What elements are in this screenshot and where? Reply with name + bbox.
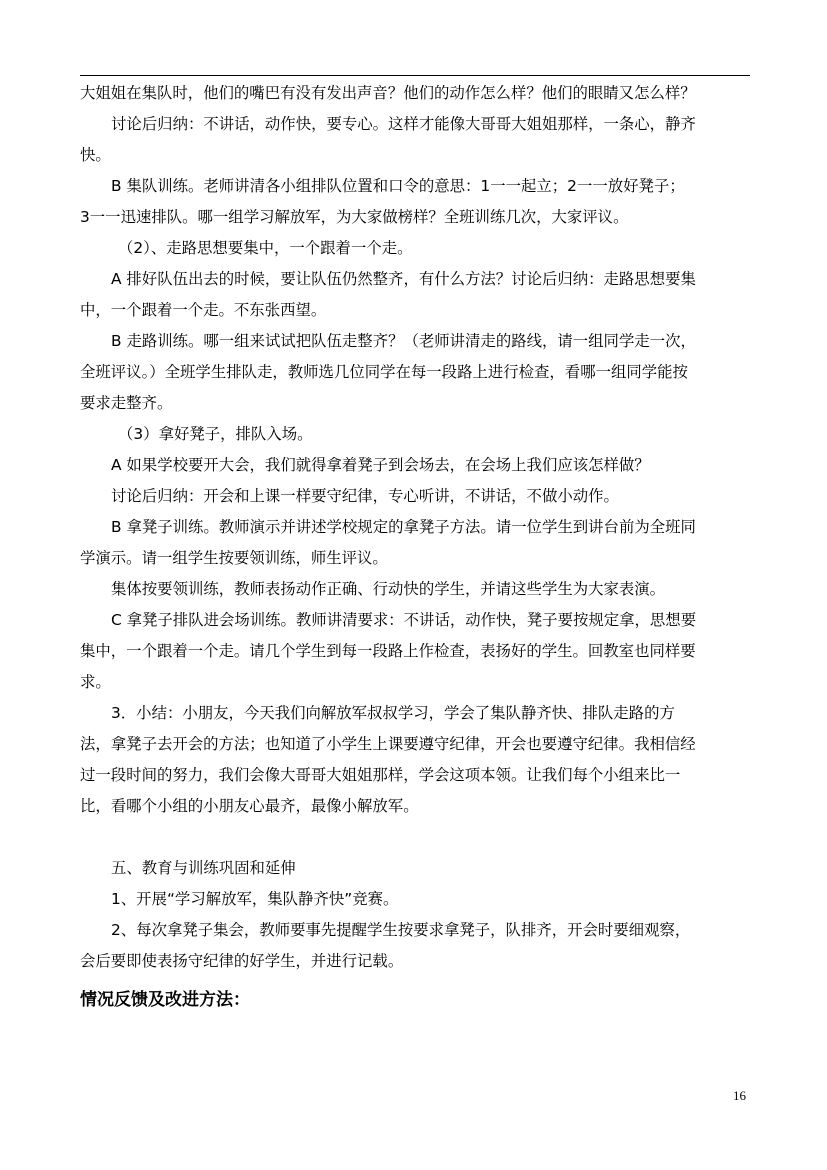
text-line: 中，一个跟着一个走。不东张西望。 bbox=[80, 301, 327, 319]
text-line: 讨论后归纳：开会和上课一样要守纪律，专心听讲，不讲话，不做小动作。 bbox=[111, 487, 619, 505]
text-line: 法，拿凳子去开会的方法；也知道了小学生上课要遵守纪律，开会也要遵守纪律。我相信经 bbox=[80, 735, 696, 753]
text-line: 会后要即使表扬守纪律的好学生，并进行记载。 bbox=[80, 952, 404, 970]
text-line: 过一段时间的努力，我们会像大哥哥大姐姐那样，学会这项本领。让我们每个小组来比一 bbox=[80, 766, 681, 784]
text-line: B 拿凳子训练。教师演示并讲述学校规定的拿凳子方法。请一位学生到讲台前为全班同 bbox=[111, 518, 696, 536]
text-line: A 排好队伍出去的时候，要让队伍仍然整齐，有什么方法？讨论后归纳：走路思想要集 bbox=[111, 270, 696, 288]
text-line: 3．小结：小朋友，今天我们向解放军叔叔学习，学会了集队静齐快、排队走路的方 bbox=[111, 704, 675, 722]
text-line: 2、每次拿凳子集会，教师要事先提醒学生按要求拿凳子，队排齐，开会时要细观察， bbox=[111, 921, 691, 939]
text-line: 讨论后归纳：不讲话，动作快，要专心。这样才能像大哥哥大姐姐那样，一条心，静齐 bbox=[111, 115, 696, 133]
text-line: 全班评议。）全班学生排队走，教师选几位同学在每一段路上进行检查，看哪一组同学能按 bbox=[80, 363, 688, 381]
text-line: C 拿凳子排队进会场训练。教师讲清要求：不讲话，动作快，凳子要按规定拿，思想要 bbox=[111, 611, 697, 629]
text-line: 学演示。请一组学生按要领训练，师生评议。 bbox=[80, 549, 388, 567]
document-body bbox=[80, 78, 750, 1017]
header-rule bbox=[80, 75, 750, 76]
blank-line bbox=[80, 822, 750, 853]
text-line: 1、开展“学习解放军，集队静齐快”竞赛。 bbox=[111, 890, 399, 908]
text-line: B 走路训练。哪一组来试试把队伍走整齐？（老师讲清走的路线，请一组同学走一次， bbox=[111, 332, 696, 350]
page-number: 16 bbox=[733, 1088, 746, 1103]
text-line: 求。 bbox=[80, 673, 111, 691]
section-heading: 五、教育与训练巩固和延伸 bbox=[111, 859, 296, 877]
text-line: 大姐姐在集队时，他们的嘴巴有没有发出声音？他们的动作怎么样？他们的眼睛又怎么样？ bbox=[80, 84, 696, 102]
text-line: A 如果学校要开大会，我们就得拿着凳子到会场去，在会场上我们应该怎样做？ bbox=[111, 456, 650, 474]
text-line: 3一一迅速排队。哪一组学习解放军，为大家做榜样？全班训练几次，大家评议。 bbox=[80, 208, 629, 226]
text-line: 比，看哪个小组的小朋友心最齐，最像小解放军。 bbox=[80, 797, 419, 815]
text-line: B 集队训练。老师讲清各小组排队位置和口令的意思：1一一起立；2一一放好凳子； bbox=[111, 177, 685, 195]
text-line: 快。 bbox=[80, 146, 111, 164]
section-subheading: （3）拿好凳子，排队入场。 bbox=[118, 425, 313, 443]
feedback-heading: 情况反馈及改进方法： bbox=[80, 990, 250, 1010]
text-line: 集中，一个跟着一个走。请几个学生到每一段路上作检查，表扬好的学生。回教室也同样要 bbox=[80, 642, 696, 660]
section-subheading: （2）、走路思想要集中，一个跟着一个走。 bbox=[118, 239, 413, 257]
text-line: 集体按要领训练，教师表扬动作正确、行动快的学生，并请这些学生为大家表演。 bbox=[111, 580, 666, 598]
text-line: 要求走整齐。 bbox=[80, 394, 173, 412]
